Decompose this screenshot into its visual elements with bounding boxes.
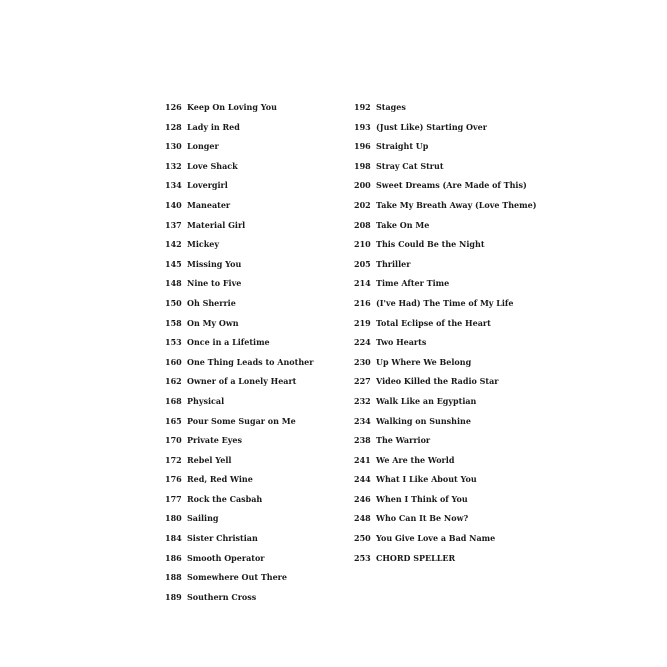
page-number: 142 xyxy=(165,239,182,250)
contents-entry xyxy=(354,235,554,255)
song-title: Up Where We Belong xyxy=(376,356,472,367)
contents-entry xyxy=(165,568,345,588)
page-number: 210 xyxy=(354,239,371,250)
song-title: Straight Up xyxy=(376,141,429,152)
contents-entry xyxy=(354,412,554,432)
page-number: 137 xyxy=(165,219,182,230)
contents-entry xyxy=(165,255,345,275)
page-number: 244 xyxy=(354,474,371,485)
contents-entry xyxy=(354,509,554,529)
page-number: 153 xyxy=(165,337,182,348)
page-number: 170 xyxy=(165,435,182,446)
page-number: 250 xyxy=(354,533,371,544)
contents-entry xyxy=(354,314,554,334)
contents-entry xyxy=(165,509,345,529)
page-number: 230 xyxy=(354,356,371,367)
contents-entry xyxy=(354,529,554,549)
song-title: Red, Red Wine xyxy=(187,474,253,485)
page-number: 184 xyxy=(165,533,182,544)
contents-column-right xyxy=(354,98,554,568)
song-title: CHORD SPELLER xyxy=(376,552,456,563)
page-number: 205 xyxy=(354,258,371,269)
contents-entry xyxy=(165,588,345,608)
song-title: Nine to Five xyxy=(187,278,242,289)
song-title: You Give Love a Bad Name xyxy=(376,533,496,544)
song-title: Private Eyes xyxy=(187,435,243,446)
song-title: Thriller xyxy=(376,258,411,269)
song-title: One Thing Leads to Another xyxy=(187,356,314,367)
page-number: 162 xyxy=(165,376,182,387)
contents-entry xyxy=(165,490,345,510)
song-title: Lovergirl xyxy=(187,180,228,191)
page-number: 186 xyxy=(165,552,182,563)
song-title: Take On Me xyxy=(376,219,430,230)
song-title: Sister Christian xyxy=(187,533,258,544)
contents-entry xyxy=(165,274,345,294)
contents-entry xyxy=(165,451,345,471)
song-title: Smooth Operator xyxy=(187,552,265,563)
contents-entry xyxy=(165,392,345,412)
contents-entry xyxy=(165,333,345,353)
contents-entry xyxy=(165,98,345,118)
song-title: Stages xyxy=(376,102,406,112)
song-title: When I Think of You xyxy=(376,493,468,504)
song-title: Maneater xyxy=(187,199,231,210)
page-number: 130 xyxy=(165,141,182,152)
page-number: 165 xyxy=(165,415,182,426)
song-title: Missing You xyxy=(187,258,242,269)
song-title: Walk Like an Egyptian xyxy=(376,395,477,406)
page-number: 214 xyxy=(354,278,371,289)
page-number: 238 xyxy=(354,435,371,446)
page-number: 208 xyxy=(354,219,371,230)
song-title: Owner of a Lonely Heart xyxy=(187,376,297,387)
page-number: 148 xyxy=(165,278,182,289)
contents-entry xyxy=(354,118,554,138)
song-title: Total Eclipse of the Heart xyxy=(376,317,491,328)
contents-column-left xyxy=(165,98,345,607)
contents-entry xyxy=(165,157,345,177)
contents-entry xyxy=(354,372,554,392)
song-title: Who Can It Be Now? xyxy=(376,513,469,524)
contents-entry xyxy=(165,431,345,451)
page-number: 180 xyxy=(165,513,182,524)
contents-entry xyxy=(165,372,345,392)
page-number: 232 xyxy=(354,395,371,406)
song-title: Southern Cross xyxy=(187,591,257,602)
contents-entry xyxy=(354,294,554,314)
contents-entry xyxy=(165,216,345,236)
page-number: 140 xyxy=(165,199,182,210)
song-title: Longer xyxy=(187,141,219,152)
song-title: Video Killed the Radio Star xyxy=(376,376,499,387)
page-number: 198 xyxy=(354,160,371,171)
page-number: 126 xyxy=(165,102,182,112)
page-number: 132 xyxy=(165,160,182,171)
song-title: Love Shack xyxy=(187,160,238,171)
song-title: Somewhere Out There xyxy=(187,572,287,583)
song-title: Material Girl xyxy=(187,219,246,230)
contents-entry xyxy=(165,196,345,216)
contents-entry xyxy=(354,549,554,569)
page-number: 189 xyxy=(165,591,182,602)
contents-entry xyxy=(354,255,554,275)
page-number: 192 xyxy=(354,102,371,112)
contents-entry xyxy=(165,137,345,157)
page-number: 193 xyxy=(354,121,371,132)
song-title: Time After Time xyxy=(376,278,450,289)
contents-entry xyxy=(165,412,345,432)
page-number: 196 xyxy=(354,141,371,152)
contents-entry xyxy=(354,176,554,196)
contents-entry xyxy=(354,451,554,471)
page-number: 202 xyxy=(354,199,371,210)
contents-entry xyxy=(354,490,554,510)
contents-entry xyxy=(354,216,554,236)
page-number: 177 xyxy=(165,493,182,504)
song-title: Sailing xyxy=(187,513,219,524)
song-title: We Are the World xyxy=(376,454,455,465)
song-title: Physical xyxy=(187,395,225,406)
contents-entry xyxy=(165,353,345,373)
song-title: This Could Be the Night xyxy=(376,239,485,250)
song-title: (I've Had) The Time of My Life xyxy=(376,297,514,308)
page-number: 168 xyxy=(165,395,182,406)
song-title: Stray Cat Strut xyxy=(376,160,444,171)
contents-entry xyxy=(354,196,554,216)
page-number: 160 xyxy=(165,356,182,367)
contents-entry xyxy=(165,294,345,314)
contents-entry xyxy=(354,333,554,353)
contents-entry xyxy=(354,137,554,157)
page-number: 227 xyxy=(354,376,371,387)
page-number: 224 xyxy=(354,337,371,348)
contents-entry xyxy=(165,314,345,334)
song-title: What I Like About You xyxy=(376,474,477,485)
song-title: Sweet Dreams (Are Made of This) xyxy=(376,180,527,191)
page-number: 128 xyxy=(165,121,182,132)
contents-entry xyxy=(165,118,345,138)
contents-entry xyxy=(354,470,554,490)
song-title: (Just Like) Starting Over xyxy=(376,121,487,132)
page-number: 234 xyxy=(354,415,371,426)
page-number: 176 xyxy=(165,474,182,485)
song-title: Take My Breath Away (Love Theme) xyxy=(376,199,537,210)
contents-entry xyxy=(165,235,345,255)
contents-entry xyxy=(354,392,554,412)
song-title: Lady in Red xyxy=(187,121,240,132)
page-number: 246 xyxy=(354,493,371,504)
song-title: On My Own xyxy=(187,317,239,328)
song-title: Rock the Casbah xyxy=(187,493,263,504)
page-number: 253 xyxy=(354,552,371,563)
page-number: 219 xyxy=(354,317,371,328)
contents-entry xyxy=(354,157,554,177)
page-number: 188 xyxy=(165,572,182,583)
page-number: 172 xyxy=(165,454,182,465)
page-number: 134 xyxy=(165,180,182,191)
contents-entry xyxy=(165,529,345,549)
page-number: 200 xyxy=(354,180,371,191)
contents-entry xyxy=(165,176,345,196)
song-title: Rebel Yell xyxy=(187,454,232,465)
contents-entry xyxy=(354,353,554,373)
page-number: 216 xyxy=(354,297,371,308)
page-number: 150 xyxy=(165,297,182,308)
song-title: Oh Sherrie xyxy=(187,297,236,308)
page-number: 241 xyxy=(354,454,371,465)
page-number: 248 xyxy=(354,513,371,524)
song-title: Mickey xyxy=(187,239,220,250)
contents-entry xyxy=(354,274,554,294)
contents-entry xyxy=(165,549,345,569)
contents-entry xyxy=(354,98,554,118)
song-title: Pour Some Sugar on Me xyxy=(187,415,296,426)
song-title: Once in a Lifetime xyxy=(187,337,270,348)
page-number: 158 xyxy=(165,317,182,328)
song-title: The Warrior xyxy=(376,435,431,446)
song-title: Keep On Loving You xyxy=(187,102,277,112)
song-title: Walking on Sunshine xyxy=(376,415,471,426)
page-number: 145 xyxy=(165,258,182,269)
song-title: Two Hearts xyxy=(376,337,427,348)
contents-entry xyxy=(354,431,554,451)
contents-entry xyxy=(165,470,345,490)
